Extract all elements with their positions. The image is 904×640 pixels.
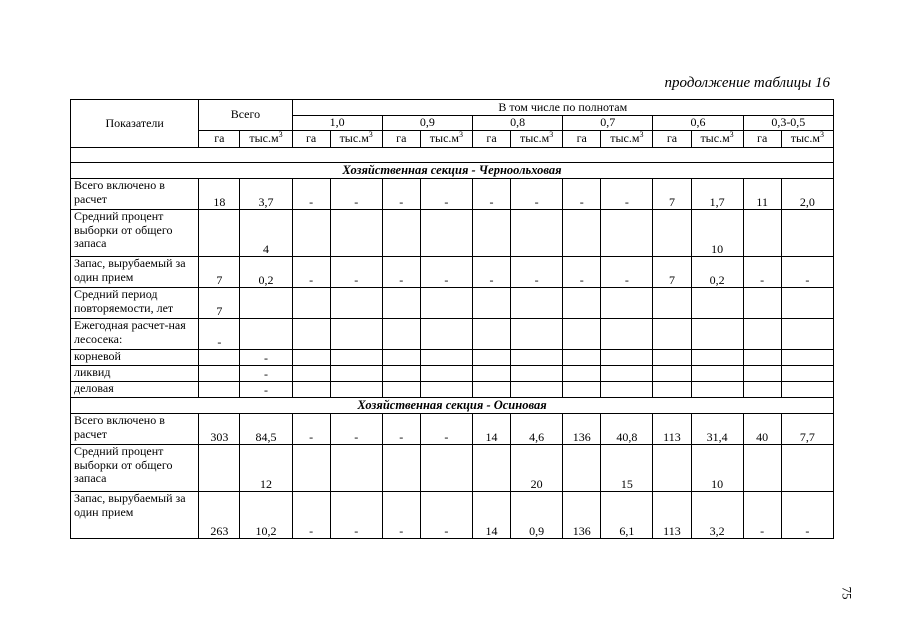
table-cell	[472, 350, 510, 366]
table-cell	[781, 366, 833, 382]
unit-volume-exp: 3	[459, 130, 464, 140]
row-label: деловая	[71, 382, 199, 398]
table-cell: -	[743, 257, 781, 288]
table-cell	[743, 366, 781, 382]
table-cell: 10	[691, 210, 743, 257]
table-cell	[563, 366, 601, 382]
table-cell	[511, 288, 563, 319]
unit-volume-text: тыс.м	[700, 131, 730, 146]
table-cell: 40	[743, 414, 781, 445]
table-row	[71, 366, 834, 382]
table-cell: 7	[653, 179, 691, 210]
table-cell	[653, 288, 691, 319]
table-cell	[563, 445, 601, 492]
table-cell: 14	[472, 414, 510, 445]
table-cell	[781, 319, 833, 350]
unit-volume-exp: 3	[549, 130, 554, 140]
table-cell: 303	[199, 414, 240, 445]
table-cell: -	[601, 257, 653, 288]
table-cell: -	[743, 492, 781, 539]
table-cell: 10	[691, 445, 743, 492]
row-label: Средний процент выборки от общего запаса	[71, 445, 199, 492]
table-cell	[781, 382, 833, 398]
table-cell	[743, 288, 781, 319]
table-cell	[691, 288, 743, 319]
data-table	[70, 99, 834, 539]
table-cell: 6,1	[601, 492, 653, 539]
unit-volume-exp: 3	[819, 130, 824, 140]
table-row	[71, 382, 834, 398]
row-label: Запас, вырубаемый за один прием	[71, 492, 199, 539]
unit-volume-exp: 3	[729, 130, 734, 140]
table-cell	[563, 382, 601, 398]
unit-volume-text: тыс.м	[429, 131, 460, 146]
table-cell	[472, 210, 510, 257]
table-cell	[330, 445, 382, 492]
unit-volume-exp: 3	[639, 130, 644, 140]
table-cell	[653, 210, 691, 257]
section-title: Хозяйственная секция - Осиновая	[71, 398, 834, 414]
table-cell: 4,6	[511, 414, 563, 445]
table-cell	[382, 350, 420, 366]
table-cell: -	[330, 179, 382, 210]
table-cell: -	[382, 257, 420, 288]
table-cell	[511, 366, 563, 382]
table-cell: -	[382, 492, 420, 539]
table-cell	[420, 210, 472, 257]
table-cell: 7,7	[781, 414, 833, 445]
table-cell: -	[382, 414, 420, 445]
unit-volume	[601, 131, 653, 148]
table-cell: -	[563, 179, 601, 210]
table-cell: -	[292, 492, 330, 539]
table-cell	[292, 210, 330, 257]
section-title: Хозяйственная секция - Черноольховая	[71, 163, 834, 179]
unit-volume	[240, 131, 292, 148]
table-cell	[511, 210, 563, 257]
table-cell: -	[382, 179, 420, 210]
table-cell: 1,7	[691, 179, 743, 210]
table-cell	[420, 288, 472, 319]
table-cell	[601, 366, 653, 382]
unit-volume	[420, 131, 472, 148]
table-cell: -	[240, 366, 292, 382]
table-cell	[472, 445, 510, 492]
table-cell: 84,5	[240, 414, 292, 445]
row-label: Средний период повторяемости, лет	[71, 288, 199, 319]
table-cell	[511, 350, 563, 366]
table-cell	[330, 288, 382, 319]
row-label: ликвид	[71, 366, 199, 382]
table-cell	[382, 382, 420, 398]
unit-volume	[330, 131, 382, 148]
table-row	[71, 210, 834, 257]
table-cell: -	[511, 257, 563, 288]
table-cell	[781, 350, 833, 366]
unit-ha: га	[382, 131, 420, 148]
table-cell	[691, 382, 743, 398]
table-row	[71, 492, 834, 539]
table-cell: 15	[601, 445, 653, 492]
table-cell	[382, 288, 420, 319]
table-cell	[601, 288, 653, 319]
table-cell: -	[601, 179, 653, 210]
table-cell	[472, 319, 510, 350]
table-cell	[382, 366, 420, 382]
table-row	[71, 179, 834, 210]
table-cell: 113	[653, 414, 691, 445]
row-label: корневой	[71, 350, 199, 366]
unit-volume-exp: 3	[368, 130, 373, 140]
table-cell: 20	[511, 445, 563, 492]
table-cell: -	[420, 257, 472, 288]
unit-ha: га	[199, 131, 240, 148]
table-row	[71, 257, 834, 288]
header-density-5: 0,3-0,5	[743, 116, 833, 131]
table-cell: -	[420, 492, 472, 539]
header-density-2: 0,8	[472, 116, 562, 131]
header-density-1: 0,9	[382, 116, 472, 131]
table-cell	[199, 382, 240, 398]
unit-volume-text: тыс.м	[339, 131, 369, 146]
header-by-density: В том числе по полнотам	[292, 100, 833, 116]
table-cell: -	[330, 492, 382, 539]
table-cell: -	[420, 179, 472, 210]
table-cell: 0,2	[691, 257, 743, 288]
table-cell: -	[240, 350, 292, 366]
header-density-0: 1,0	[292, 116, 382, 131]
table-cell: -	[292, 414, 330, 445]
table-cell: 7	[199, 288, 240, 319]
table-cell: -	[199, 319, 240, 350]
table-cell	[199, 445, 240, 492]
unit-ha: га	[292, 131, 330, 148]
table-cell: 263	[199, 492, 240, 539]
page-number: 75	[839, 586, 855, 600]
table-cell	[330, 210, 382, 257]
table-cell: -	[472, 257, 510, 288]
table-cell: 31,4	[691, 414, 743, 445]
table-cell	[240, 319, 292, 350]
unit-volume-text: тыс.м	[790, 131, 820, 146]
table-cell	[420, 319, 472, 350]
table-cell: -	[472, 179, 510, 210]
table-cell: 4	[240, 210, 292, 257]
header-density-4: 0,6	[653, 116, 743, 131]
unit-ha: га	[472, 131, 510, 148]
table-cell	[511, 382, 563, 398]
table-cell: 12	[240, 445, 292, 492]
unit-volume-text: тыс.м	[249, 131, 279, 146]
row-label: Всего включено в расчет	[71, 179, 199, 210]
row-label: Запас, вырубаемый за один прием	[71, 257, 199, 288]
section-header-row	[71, 398, 834, 414]
table-cell	[601, 350, 653, 366]
table-caption: продолжение таблицы 16	[664, 75, 830, 91]
table-cell	[601, 210, 653, 257]
table-cell: 3,7	[240, 179, 292, 210]
unit-ha: га	[653, 131, 691, 148]
table-cell	[199, 366, 240, 382]
table-cell	[382, 319, 420, 350]
table-cell	[420, 366, 472, 382]
table-cell	[781, 210, 833, 257]
table-cell	[743, 382, 781, 398]
table-cell	[653, 350, 691, 366]
spacer-row	[71, 148, 834, 163]
table-cell	[330, 350, 382, 366]
table-cell	[420, 382, 472, 398]
table-cell: 7	[653, 257, 691, 288]
table-cell	[563, 288, 601, 319]
table-cell	[563, 319, 601, 350]
table-cell: 11	[743, 179, 781, 210]
table-cell: 14	[472, 492, 510, 539]
unit-volume-exp: 3	[278, 130, 283, 140]
table-row	[71, 319, 834, 350]
table-cell	[420, 445, 472, 492]
unit-volume	[781, 131, 833, 148]
table-cell: -	[292, 179, 330, 210]
table-cell: 3,2	[691, 492, 743, 539]
table-cell	[601, 319, 653, 350]
table-cell	[420, 350, 472, 366]
table-cell: 0,2	[240, 257, 292, 288]
table-cell	[781, 445, 833, 492]
table-row	[71, 350, 834, 366]
table-cell	[653, 366, 691, 382]
row-label: Ежегодная расчет-ная лесосека:	[71, 319, 199, 350]
section-header-row	[71, 163, 834, 179]
unit-volume-text: тыс.м	[610, 131, 640, 146]
table-cell	[199, 210, 240, 257]
table-row	[71, 445, 834, 492]
table-cell	[563, 350, 601, 366]
table-cell	[292, 288, 330, 319]
table-cell	[382, 210, 420, 257]
table-cell: -	[420, 414, 472, 445]
table-cell	[781, 288, 833, 319]
table-cell: -	[781, 492, 833, 539]
table-cell	[743, 350, 781, 366]
table-cell: 113	[653, 492, 691, 539]
table-cell	[472, 366, 510, 382]
table-cell: -	[330, 414, 382, 445]
table-cell	[743, 210, 781, 257]
table-cell: 7	[199, 257, 240, 288]
row-label: Средний процент выборки от общего запаса	[71, 210, 199, 257]
table-row	[71, 414, 834, 445]
table-cell	[743, 319, 781, 350]
unit-volume-text: тыс.м	[520, 131, 550, 146]
table-cell	[601, 382, 653, 398]
unit-volume	[511, 131, 563, 148]
table-cell	[691, 350, 743, 366]
table-cell	[691, 366, 743, 382]
table-cell: 0,9	[511, 492, 563, 539]
header-indicators: Показатели	[71, 100, 199, 148]
unit-volume	[691, 131, 743, 148]
table-cell	[330, 382, 382, 398]
table-cell: 10,2	[240, 492, 292, 539]
table-cell	[511, 319, 563, 350]
table-cell: -	[781, 257, 833, 288]
table-cell: 136	[563, 414, 601, 445]
table-cell: -	[563, 257, 601, 288]
table-cell	[653, 445, 691, 492]
table-cell	[382, 445, 420, 492]
table-cell: -	[292, 257, 330, 288]
unit-ha: га	[743, 131, 781, 148]
table-cell	[743, 445, 781, 492]
table-cell	[563, 210, 601, 257]
table-cell	[240, 288, 292, 319]
table-cell: 18	[199, 179, 240, 210]
header-total: Всего	[199, 100, 292, 131]
header-density-3: 0,7	[563, 116, 653, 131]
table-cell	[653, 319, 691, 350]
table-cell	[653, 382, 691, 398]
table-cell	[472, 382, 510, 398]
table-cell: 2,0	[781, 179, 833, 210]
table-cell	[330, 366, 382, 382]
table-cell	[199, 350, 240, 366]
table-cell	[330, 319, 382, 350]
table-cell	[292, 382, 330, 398]
row-label: Всего включено в расчет	[71, 414, 199, 445]
table-cell	[292, 350, 330, 366]
table-cell: -	[240, 382, 292, 398]
table-cell	[292, 445, 330, 492]
unit-ha: га	[563, 131, 601, 148]
table-cell	[292, 366, 330, 382]
table-cell	[292, 319, 330, 350]
table-cell: 136	[563, 492, 601, 539]
table-cell: 40,8	[601, 414, 653, 445]
table-cell: -	[511, 179, 563, 210]
table-cell	[472, 288, 510, 319]
table-cell: -	[330, 257, 382, 288]
table-cell	[691, 319, 743, 350]
table-row	[71, 288, 834, 319]
